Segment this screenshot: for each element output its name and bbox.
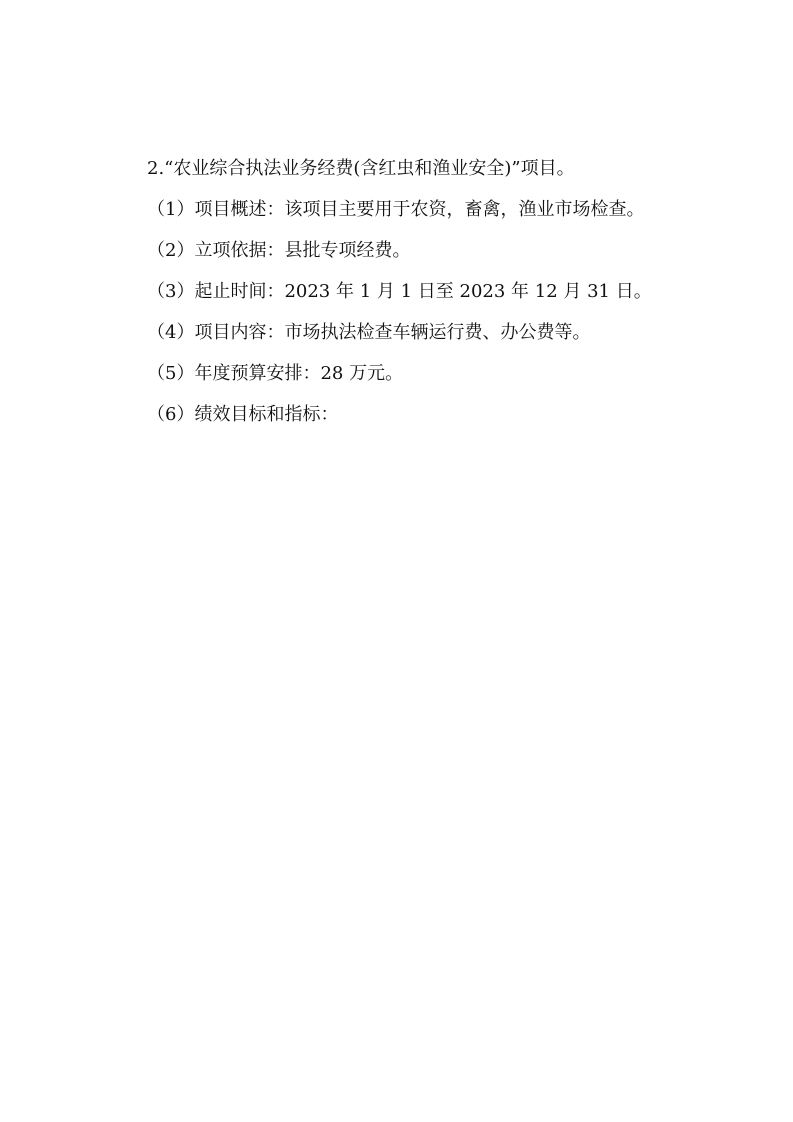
- annual-budget: （5）年度预算安排：28 万元。: [147, 363, 404, 384]
- document-content: [108, 148, 702, 435]
- project-period: （3）起止时间：2023 年 1 月 1 日至 2023 年 12 月 31 日。: [147, 281, 652, 302]
- project-heading: 2.“农业综合执法业务经费(含红虫和渔业安全)”项目。: [147, 158, 575, 179]
- project-overview: （1）项目概述：该项目主要用于农资，畜禽，渔业市场检查。: [147, 199, 645, 220]
- project-content: （4）项目内容：市场执法检查车辆运行费、办公费等。: [147, 322, 591, 343]
- performance-targets: （6）绩效目标和指标：: [147, 404, 339, 425]
- project-basis: （2）立项依据：县批专项经费。: [147, 240, 411, 261]
